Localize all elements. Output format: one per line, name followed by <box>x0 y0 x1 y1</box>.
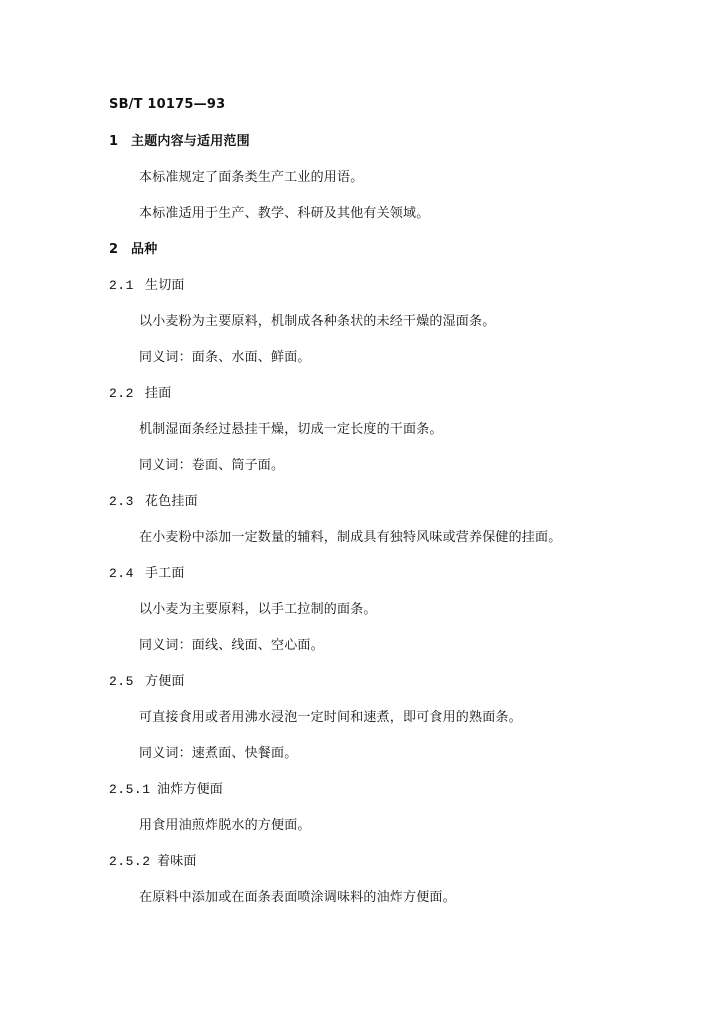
term-title: 手工面 <box>145 566 185 581</box>
term-2-5-1 <box>109 781 223 799</box>
term-title: 花色挂面 <box>145 494 198 509</box>
term-2-4 <box>109 565 185 583</box>
section-title: 主题内容与适用范围 <box>131 134 250 149</box>
synonyms: 同义词：面条、水面、鲜面。 <box>139 350 311 365</box>
term-number: 2.2 <box>109 386 134 401</box>
section-1-heading <box>109 133 250 151</box>
term-number: 2.4 <box>109 566 134 581</box>
term-title: 着味面 <box>157 854 197 869</box>
term-number: 2.5 <box>109 674 134 689</box>
term-2-5 <box>109 673 185 691</box>
term-2-3 <box>109 493 198 511</box>
term-number: 2.1 <box>109 278 134 293</box>
definition: 可直接食用或者用沸水浸泡一定时间和速煮，即可食用的熟面条。 <box>139 710 522 725</box>
synonyms: 同义词：卷面、筒子面。 <box>139 458 285 473</box>
definition: 以小麦粉为主要原料，机制成各种条状的未经干燥的湿面条。 <box>139 314 496 329</box>
synonyms: 同义词：速煮面、快餐面。 <box>139 746 298 761</box>
term-2-5-2 <box>109 853 197 871</box>
term-number: 2.5.2 <box>109 854 151 869</box>
term-number: 2.3 <box>109 494 134 509</box>
definition: 用食用油煎炸脱水的方便面。 <box>139 818 311 833</box>
definition: 在小麦粉中添加一定数量的辅料，制成具有独特风味或营养保健的挂面。 <box>139 530 562 545</box>
term-title: 方便面 <box>145 674 185 689</box>
paragraph: 本标准适用于生产、教学、科研及其他有关领域。 <box>139 206 430 221</box>
term-2-2 <box>109 385 171 403</box>
section-2-heading <box>109 241 157 259</box>
synonyms: 同义词：面线、线面、空心面。 <box>139 638 324 653</box>
term-2-1 <box>109 277 185 295</box>
standard-code: SB/T 10175—93 <box>109 97 226 112</box>
term-number: 2.5.1 <box>109 782 151 797</box>
paragraph: 本标准规定了面条类生产工业的用语。 <box>139 170 364 185</box>
term-title: 生切面 <box>145 278 185 293</box>
definition: 在原料中添加或在面条表面喷涂调味料的油炸方便面。 <box>139 890 456 905</box>
term-title: 挂面 <box>145 386 172 401</box>
section-number: 1 <box>109 134 119 149</box>
section-number: 2 <box>109 242 119 257</box>
term-title: 油炸方便面 <box>157 782 224 797</box>
definition: 以小麦为主要原料，以手工拉制的面条。 <box>139 602 377 617</box>
section-title: 品种 <box>131 242 158 257</box>
definition: 机制湿面条经过悬挂干燥，切成一定长度的干面条。 <box>139 422 443 437</box>
